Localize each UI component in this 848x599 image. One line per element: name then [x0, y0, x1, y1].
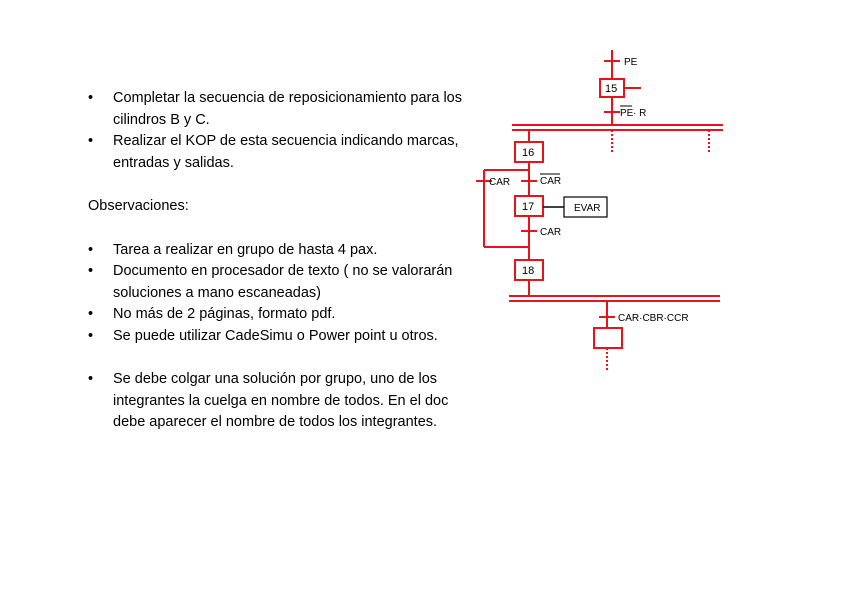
transition-r-label: · R [633, 108, 647, 119]
transition-car-left-label: CAR [489, 177, 511, 188]
transition-pe-neg-label: PE [620, 108, 634, 119]
step-18-label: 18 [522, 265, 535, 277]
observation-item: • Se puede utilizar CadeSimu o Power point u otros. [88, 326, 480, 348]
observations-title: Observaciones: [88, 198, 189, 214]
task-item: • Completar la secuencia de reposicionamiento para los cilindros B y C. [88, 88, 480, 131]
transition-final-label: CAR·CBR·CCR [618, 313, 689, 324]
step-17-label: 17 [522, 201, 535, 213]
task-item: • Realizar el KOP de esta secuencia indicando marcas, entradas y salidas. [88, 131, 480, 174]
observation-item: • Tarea a realizar en grupo de hasta 4 pax. [88, 240, 480, 262]
step-15-label: 15 [605, 83, 618, 95]
step-16-label: 16 [522, 147, 535, 159]
next-step-box [594, 328, 622, 348]
transition-pe-label: PE [624, 57, 638, 68]
action-evar-label: EVAR [574, 203, 601, 214]
note-item: • Se debe colgar una solución por grupo, uno de los integrantes la cuelga en nombre de todos. En el doc debe aparecer el nombre de todos los integrantes. [88, 369, 480, 434]
observation-item: • Documento en procesador de texto ( no se valorarán soluciones a mano escaneadas) [88, 261, 480, 304]
transition-car-label: CAR [540, 227, 562, 238]
transition-car-neg-label: CAR [540, 176, 562, 187]
observation-item: • No más de 2 páginas, formato pdf. [88, 304, 480, 326]
